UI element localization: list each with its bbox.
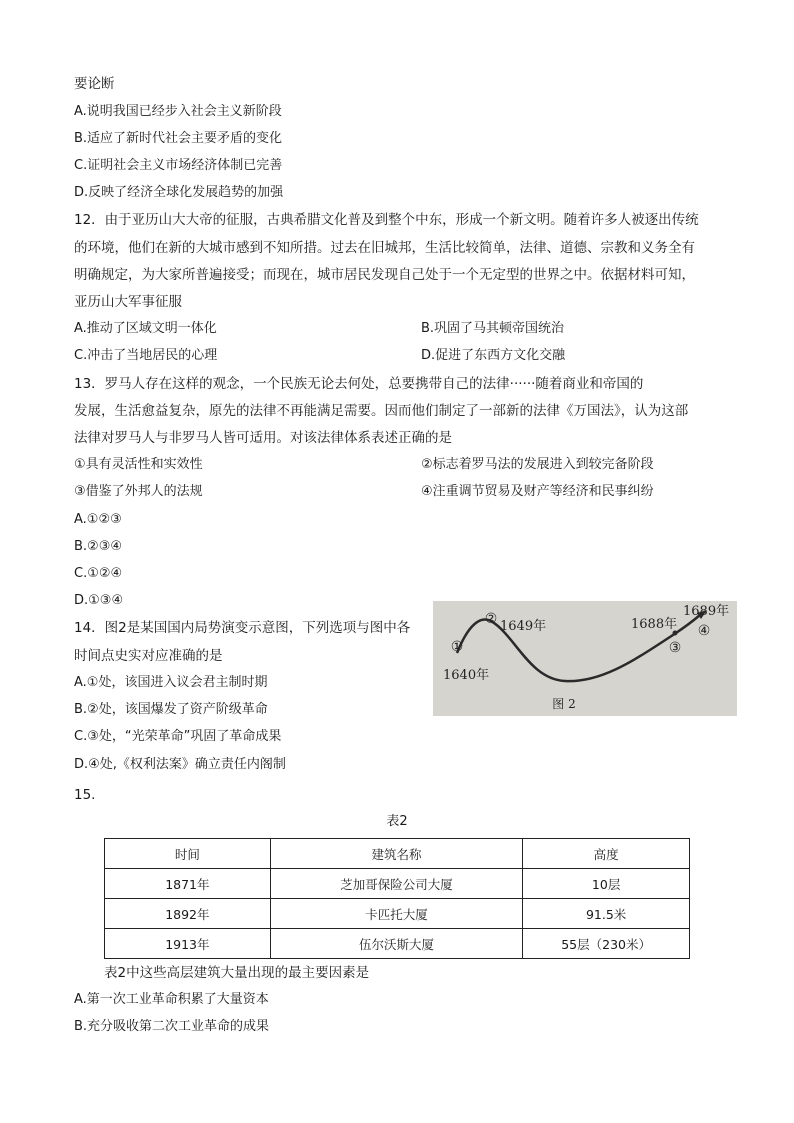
table-cell: 卡匹托大厦	[270, 899, 523, 929]
table-cell: 10层	[523, 869, 690, 899]
table-cell: 55层（230米）	[523, 929, 690, 959]
table-title: 表2	[386, 814, 408, 829]
figure-2	[433, 601, 737, 716]
question-13-option-d: D.①③④	[74, 593, 124, 608]
question-13-stem-line: 法律对罗马人与非罗马人皆可适用。对该法律体系表述正确的是	[74, 430, 452, 446]
column-header: 高度	[523, 839, 690, 869]
question-13-statement-4: ④注重调节贸易及财产等经济和民事纠纷	[421, 484, 654, 499]
question-13-option-a: A.①②③	[74, 512, 122, 527]
table-row	[105, 899, 690, 929]
year-label-1640: 1640年	[443, 668, 490, 683]
question-14-option-a: A.①处，该国进入议会君主制时期	[74, 675, 268, 690]
data-table	[104, 838, 690, 959]
question-11-option-d: D.反映了经济全球化发展趋势的加强	[74, 185, 284, 200]
marker-1: ①	[450, 639, 464, 655]
question-11-option-b: B.适应了新时代社会主要矛盾的变化	[74, 131, 283, 146]
table-cell: 91.5米	[523, 899, 690, 929]
question-15-option-b: B.充分吸收第二次工业革命的成果	[74, 1019, 270, 1034]
question-13-stem-line: 13．罗马人存在这样的观念，一个民族无论去何处，总要携带自己的法律······随着商业和帝国的	[74, 376, 644, 392]
year-label-1649: 1649年	[500, 619, 547, 634]
trend-diagram	[433, 601, 737, 716]
question-13-option-b: B.②③④	[74, 539, 123, 554]
question-14-option-c: C.③处，“光荣革命”巩固了革命成果	[74, 729, 282, 744]
question-12-option-a: A.推动了区域文明一体化	[74, 321, 217, 336]
question-13-option-c: C.①②④	[74, 566, 123, 581]
table-cell: 伍尔沃斯大厦	[270, 929, 523, 959]
year-label-1688: 1688年	[631, 617, 678, 632]
column-header: 建筑名称	[270, 839, 523, 869]
table-cell: 1892年	[105, 899, 271, 929]
question-14-option-d: D.④处,《权利法案》确立责任内阁制	[74, 757, 286, 772]
table-row	[105, 929, 690, 959]
year-label-1689: 1689年	[683, 604, 730, 619]
table-header-row	[105, 839, 690, 869]
question-14-stem-line: 14．图2是某国国内局势演变示意图，下列选项与图中各	[74, 620, 411, 636]
question-13-stem-line: 发展，生活愈益复杂，原先的法律不再能满足需要。因而他们制定了一部新的法律《万国法》，认为这部	[74, 403, 689, 419]
question-12-stem-line: 明确规定，为大家所普遍接受；而现在，城市居民发现自己处于一个无定型的世界之中。依据材料可知，	[74, 267, 695, 283]
question-15-stem: 表2中这些高层建筑大量出现的最主要因素是	[104, 965, 370, 981]
question-15-option-a: A.第一次工业革命积累了大量资本	[74, 992, 269, 1007]
marker-2: ②	[484, 611, 498, 627]
question-11-option-c: C.证明社会主义市场经济体制已完善	[74, 158, 283, 173]
marker-3: ③	[668, 640, 682, 656]
table-cell: 1871年	[105, 869, 271, 899]
question-14-stem-line: 时间点史实对应准确的是	[74, 648, 223, 664]
column-header: 时间	[105, 839, 271, 869]
question-14-option-b: B.②处，该国爆发了资产阶级革命	[74, 702, 268, 717]
question-11-option-a: A.说明我国已经步入社会主义新阶段	[74, 104, 282, 119]
question-12-option-d: D.促进了东西方文化交融	[421, 348, 566, 363]
question-12-option-b: B.巩固了马其顿帝国统治	[421, 321, 565, 336]
question-12-stem-line: 的环境，他们在新的大城市感到不知所措。过去在旧城邦，生活比较简单，法律、道德、宗教和义务全有	[74, 240, 695, 256]
table-cell: 1913年	[105, 929, 271, 959]
question-13-statement-2: ②标志着罗马法的发展进入到较完备阶段	[421, 457, 654, 472]
marker-4: ④	[697, 623, 711, 639]
question-13-statement-1: ①具有灵活性和实效性	[74, 457, 203, 472]
figure-caption: 图 2	[552, 697, 576, 711]
question-13-statement-3: ③借鉴了外邦人的法规	[74, 484, 203, 499]
question-12-stem-line: 12．由于亚历山大大帝的征服，古典希腊文化普及到整个中东，形成一个新文明。随着许多人被逐出传统	[74, 212, 699, 228]
question-15-number: 15.	[74, 787, 96, 803]
question-12-option-c: C.冲击了当地居民的心理	[74, 348, 218, 363]
table-row	[105, 869, 690, 899]
question-12-stem-line: 亚历山大军事征服	[74, 294, 182, 310]
question-11-stem-tail: 要论断	[74, 76, 115, 92]
table-cell: 芝加哥保险公司大厦	[270, 869, 523, 899]
